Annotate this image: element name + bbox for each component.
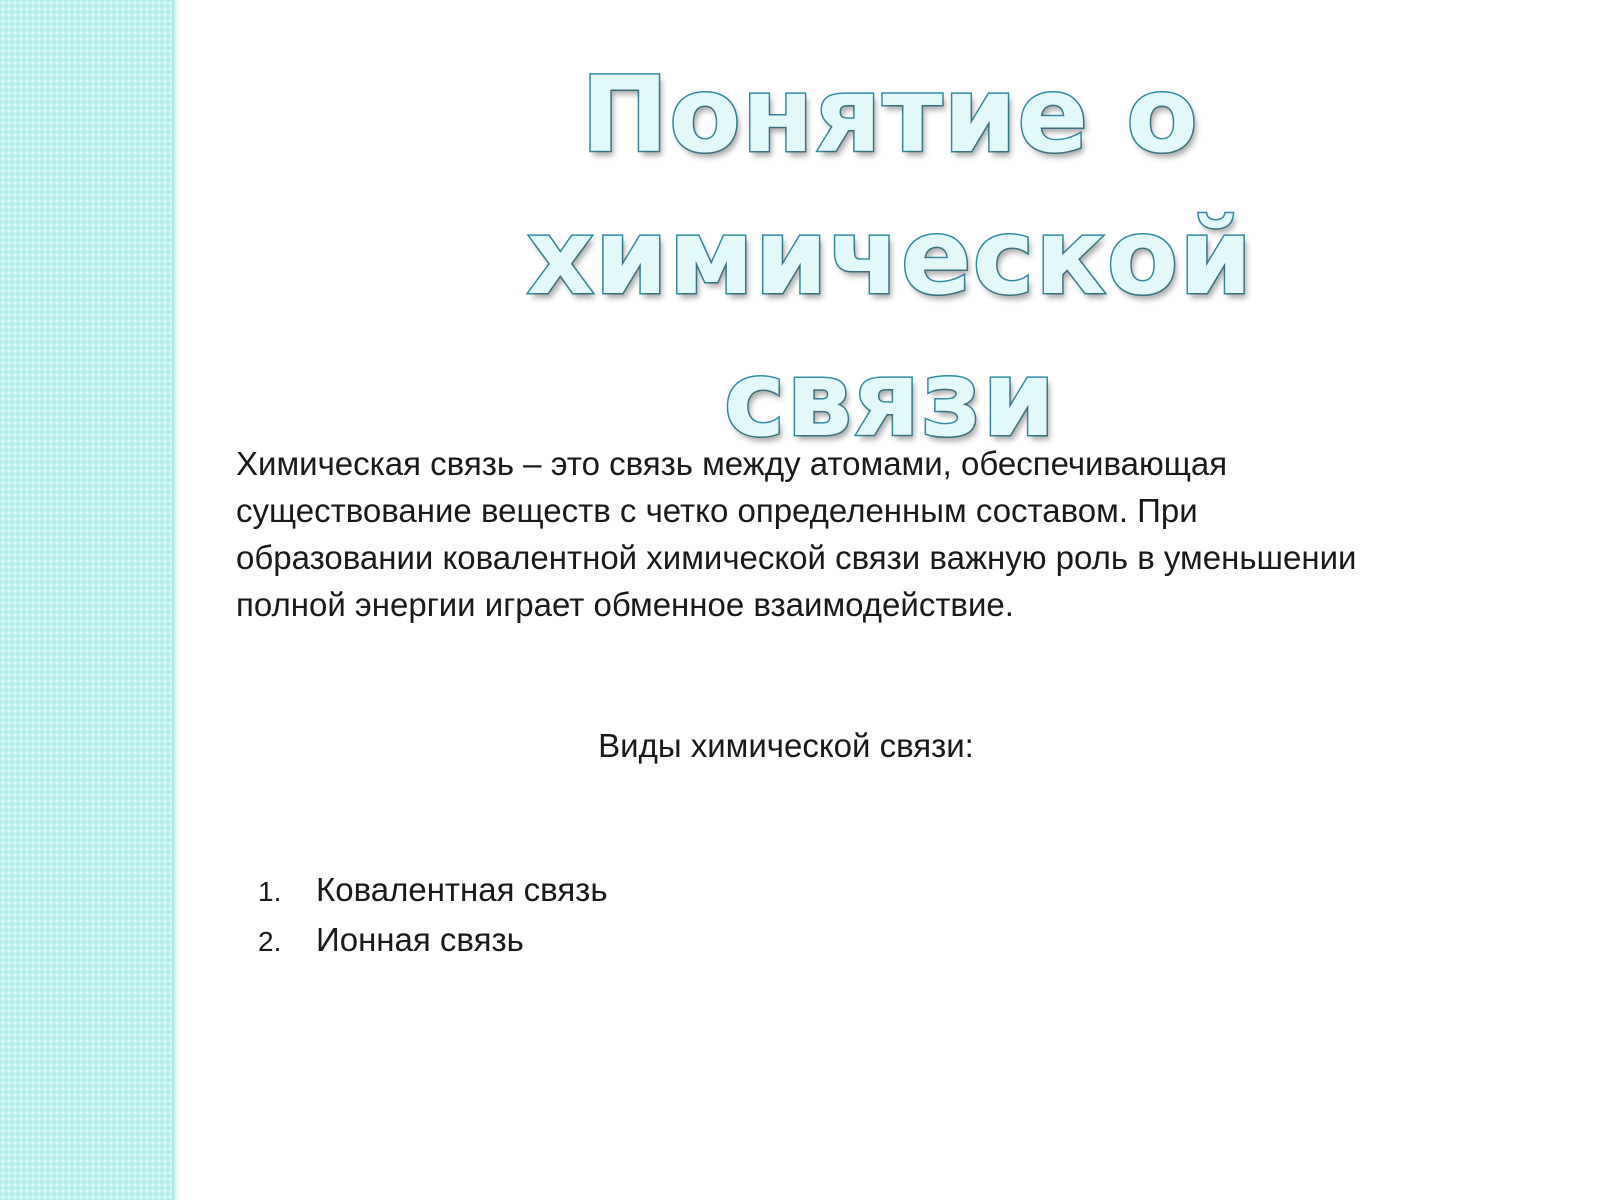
list-item-label: Ковалентная связь <box>316 871 608 908</box>
slide-title <box>240 44 1540 470</box>
title-line-2: связи <box>723 338 1057 460</box>
decorative-side-band <box>0 0 172 1200</box>
list-item-number: 1. <box>258 876 282 907</box>
list-item <box>258 866 608 916</box>
types-list <box>258 866 608 966</box>
list-item-number: 2. <box>258 926 282 957</box>
types-heading: Виды химической связи: <box>598 727 974 764</box>
title-line-1: Понятие о химической <box>526 54 1254 318</box>
definition-paragraph: Химическая связь – это связь между атомами, обеспечивающая существование веществ с четко определенным составом. При образовании ковалентной химической связи важную роль в уменьшении полной энергии играет обменное взаимодействие. <box>236 445 1357 623</box>
side-band-edge <box>172 0 180 1200</box>
list-item-label: Ионная связь <box>316 921 524 958</box>
list-item <box>258 916 608 966</box>
